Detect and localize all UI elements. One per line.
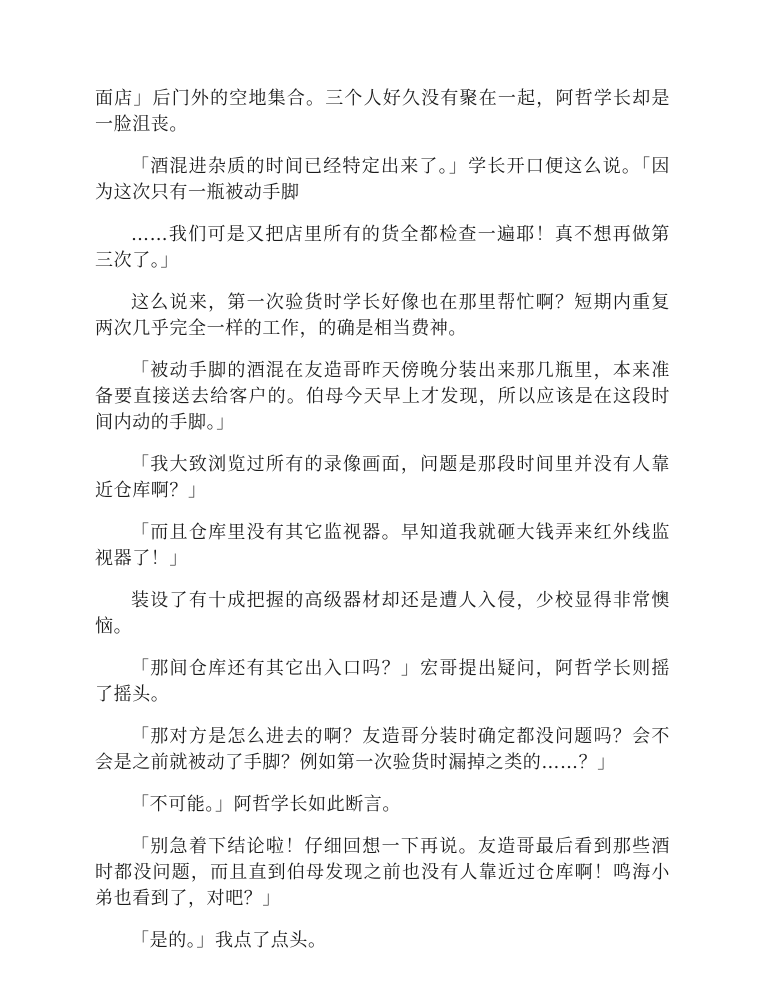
paragraph: 「而且仓库里没有其它监视器。早知道我就砸大钱弄来红外线监视器了！」 [95, 522, 670, 569]
paragraph: 「被动手脚的酒混在友造哥昨天傍晚分装出来那几瓶里，本来准备要直接送去给客户的。伯母今天早上才发现，所以应该是在这段时间内动的手脚。」 [95, 360, 670, 433]
paragraph: 「酒混进杂质的时间已经特定出来了。」学长开口便这么说。「因为这次只有一瓶被动手脚 [95, 156, 670, 203]
paragraph: 装设了有十成把握的高级器材却还是遭人入侵，少校显得非常懊恼。 [95, 590, 670, 637]
paragraph: 「那间仓库还有其它出入口吗？」宏哥提出疑问，阿哲学长则摇了摇头。 [95, 658, 670, 705]
paragraph: 「是的。」我点了点头。 [131, 930, 327, 951]
paragraph: 「那对方是怎么进去的啊？友造哥分装时确定都没问题吗？会不会是之前就被动了手脚？例如第一次验货时漏掉之类的……？」 [95, 726, 670, 773]
paragraph: ……我们可是又把店里所有的货全都检查一遍耶！真不想再做第三次了。」 [95, 224, 670, 271]
paragraph: 「我大致浏览过所有的录像画面，问题是那段时间里并没有人靠近仓库啊？」 [95, 454, 670, 501]
paragraph: 这么说来，第一次验货时学长好像也在那里帮忙啊？短期内重复两次几乎完全一样的工作，的确是相当费神。 [95, 292, 670, 339]
paragraph: 「别急着下结论啦！仔细回想一下再说。友造哥最后看到那些酒时都没问题，而且直到伯母发现之前也没有人靠近过仓库啊！鸣海小弟也看到了，对吧？」 [95, 836, 670, 909]
paragraph: 面店」后门外的空地集合。三个人好久没有聚在一起，阿哲学长却是一脸沮丧。 [95, 88, 670, 135]
paragraph: 「不可能。」阿哲学长如此断言。 [131, 794, 401, 815]
